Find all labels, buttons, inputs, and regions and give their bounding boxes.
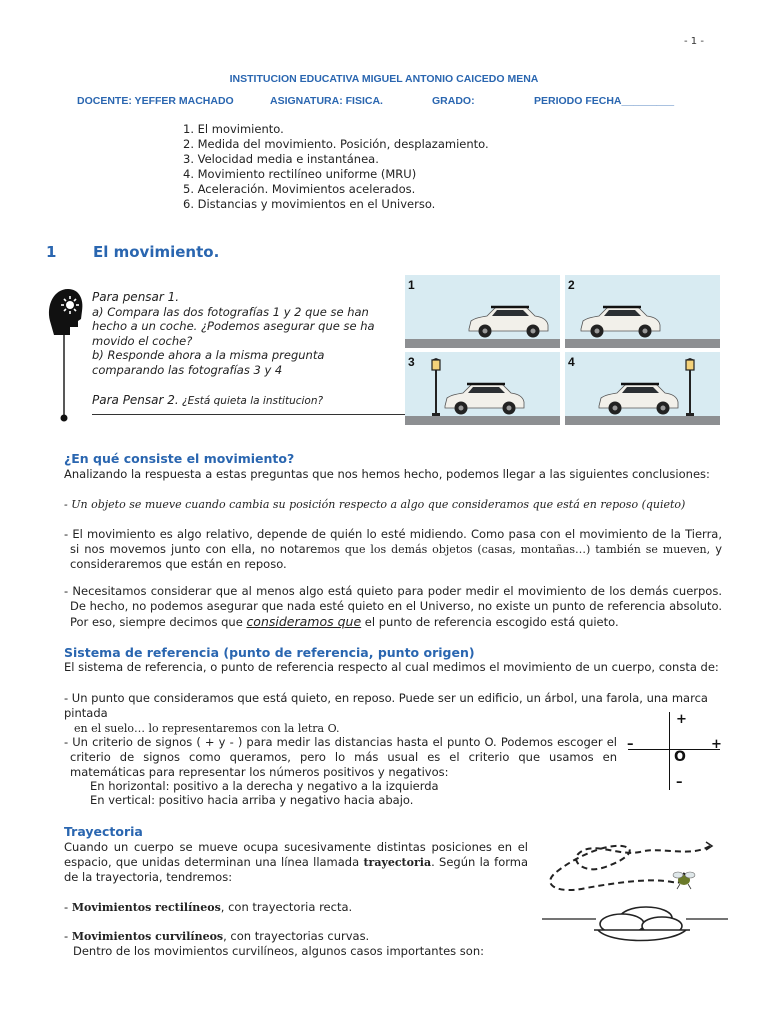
axis-plus-right: + (711, 737, 722, 752)
trayectoria-p1 (64, 840, 528, 885)
toc-item: 1. El movimiento. (183, 122, 284, 136)
car-photo-3 (405, 352, 560, 425)
car-icon (595, 380, 681, 418)
axis-minus-bottom: – (676, 775, 683, 790)
car-photo-2 (565, 275, 720, 348)
photo-label: 2 (568, 278, 575, 292)
photo-label: 3 (408, 355, 415, 369)
para-pensar-1 (92, 290, 397, 377)
trayectoria-curvilineos (64, 929, 369, 944)
sistema-bullet-2: - Un criterio de signos ( + y - ) para medir las distancias hasta el punto O. Podemos escoger el criterio de signos como queramos, pero lo más usual es el criterio que usamos en matemáticas para representar los números positivos y negativos: (64, 735, 617, 779)
car-icon (465, 303, 551, 341)
sign-axis-diagram (624, 712, 724, 792)
header-docente: DOCENTE: YEFFER MACHADO (77, 95, 234, 107)
road (565, 416, 720, 425)
section-number: 1 (46, 243, 57, 261)
sistema-intro: El sistema de referencia, o punto de referencia respecto al cual medimos el movimiento de un cuerpo, consta de: (64, 660, 719, 674)
road (565, 339, 720, 348)
heading-movimiento: ¿En qué consiste el movimiento? (64, 451, 295, 466)
movimiento-bullet-3-b: el punto de referencia escogido está quieto. (361, 615, 619, 629)
movimiento-bullet-2 (64, 527, 722, 572)
photo-label: 1 (408, 278, 415, 292)
car-photo-4 (565, 352, 720, 425)
heading-trayectoria: Trayectoria (64, 824, 143, 839)
para-pensar-2 (92, 393, 397, 407)
trayectoria-p1-b: . Según la forma de la trayectoria, tendremos: (64, 855, 529, 884)
header-grado: GRADO: (432, 95, 475, 107)
sistema-vertical: En vertical: positivo hacia arriba y negativo hacia abajo. (90, 793, 414, 807)
road (405, 339, 560, 348)
para-pensar-2-lead: Para Pensar 2. (92, 393, 179, 407)
car-icon (441, 380, 527, 418)
toc-item: 6. Distancias y movimientos en el Universo. (183, 197, 436, 211)
heading-sistema-referencia: Sistema de referencia (punto de referencia, punto origen) (64, 645, 475, 660)
fly-trajectory-illustration (540, 838, 730, 948)
toc-item: 3. Velocidad media e instantánea. (183, 152, 379, 166)
road (405, 416, 560, 425)
car-icon (577, 303, 663, 341)
dash: - (64, 900, 72, 914)
movimiento-intro: Analizando la respuesta a estas preguntas que nos hemos hecho, podemos llegar a las siguientes conclusiones: (64, 467, 710, 481)
sistema-bullet-1-b: en el suelo… lo representaremos con la letra O. (74, 722, 340, 735)
page-number: - 1 - (684, 36, 704, 47)
trayectoria-term: trayectoria (363, 856, 432, 869)
axis-vertical (669, 712, 670, 790)
divider (92, 414, 410, 415)
trayectoria-rectilineos (64, 900, 352, 915)
para-pensar-1-lead: Para pensar 1. (92, 290, 180, 304)
para-pensar-2-text: ¿Está quieta la institucion? (178, 395, 324, 407)
movimiento-bullet-2-c: y consideraremos que están en reposo. (70, 542, 723, 571)
movimiento-bullet-3-underline: consideramos que (246, 614, 362, 629)
toc-item: 2. Medida del movimiento. Posición, desplazamiento. (183, 137, 489, 151)
photo-label: 4 (568, 355, 575, 369)
institution-title: INSTITUCION EDUCATIVA MIGUEL ANTONIO CAICEDO MENA (229, 73, 539, 85)
street-lamp-icon (683, 358, 697, 418)
curvilineos-rest: , con trayectorias curvas. (223, 929, 370, 943)
section-title: El movimiento. (93, 243, 220, 261)
axis-minus-left: – (627, 737, 634, 752)
movimiento-bullet-2-b: mos que los demás objetos (casas, montañas…) también se mueven, (317, 543, 711, 556)
table-of-contents (183, 122, 489, 212)
para-pensar-1-b: b) Responde ahora a la misma pregunta comparando las fotografías 3 y 4 (92, 348, 325, 377)
movimiento-bullet-3 (64, 584, 722, 630)
para-pensar-1-a: a) Compara las dos fotografías 1 y 2 que se han hecho a un coche. ¿Podemos asegurar que se ha movido el coche? (92, 304, 375, 348)
sistema-horizontal: En horizontal: positivo a la derecha y negativo a la izquierda (90, 779, 439, 793)
sistema-bullet-1-a: - Un punto que consideramos que está quieto, en reposo. Puede ser un edificio, un árbol, una farola, una marca pintada (64, 691, 708, 720)
thinking-head-icon (44, 285, 84, 425)
rectilineos-rest: , con trayectoria recta. (220, 900, 353, 914)
dash: - (64, 929, 72, 943)
rectilineos-bold: Movimientos rectilíneos (71, 901, 221, 914)
toc-item: 5. Aceleración. Movimientos acelerados. (183, 182, 416, 196)
header-periodo-fecha: PERIODO FECHA_________ (534, 95, 675, 107)
toc-item: 4. Movimiento rectilíneo uniforme (MRU) (183, 167, 417, 181)
car-photo-1 (405, 275, 560, 348)
header-asignatura: ASIGNATURA: FISICA. (270, 95, 383, 107)
trayectoria-p1-a: Cuando un cuerpo se mueve ocupa sucesivamente distintas posiciones en el espacio, que unidas determinan una línea llamada (64, 840, 528, 869)
movimiento-bullet-2-a: - El movimiento es algo relativo, depende de quién lo esté midiendo. Como pasa con el movimiento de la Tierra, si nos movemos junto con ella, no notare (64, 527, 722, 556)
movimiento-bullet-1: - Un objeto se mueve cuando cambia su posición respecto a algo que consideramos que está en reposo (quieto) (64, 498, 686, 511)
curvilineos-bold: Movimientos curvilíneos (71, 930, 224, 943)
trayectoria-curvilineos-more: Dentro de los movimientos curvilíneos, algunos casos importantes son: (73, 944, 485, 958)
axis-plus-top: + (676, 712, 687, 727)
movimiento-bullet-3-a: - Necesitamos considerar que al menos algo está quieto para poder medir el movimiento de los demás cuerpos. De hecho, no podemos asegurar que nada esté quieto en el Universo, no existe un punto de referencia absoluto. Por eso, siempre decimos que (64, 584, 722, 629)
bread-basket-icon (542, 907, 728, 941)
axis-origin: O (674, 749, 686, 765)
